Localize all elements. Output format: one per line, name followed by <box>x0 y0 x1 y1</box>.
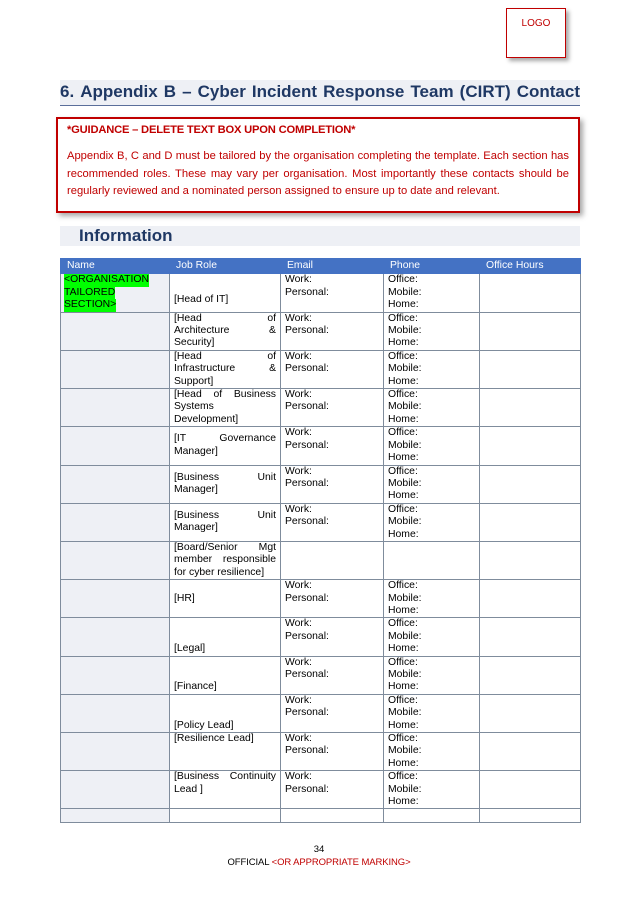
email-personal-label: Personal: <box>285 669 329 680</box>
cell-phone[interactable] <box>384 541 480 579</box>
email-work-label: Work: <box>285 694 312 706</box>
guidance-text-box[interactable] <box>56 117 580 213</box>
cell-job-role[interactable] <box>170 694 281 732</box>
cell-office-hours[interactable] <box>480 427 581 465</box>
heading-word: Appendix <box>80 82 158 101</box>
phone-mobile-label: Mobile: <box>388 477 422 489</box>
job-role-line: Systems <box>174 401 214 413</box>
email-work-label: Work: <box>285 771 312 783</box>
phone-home-label: Home: <box>388 719 419 731</box>
table-row <box>61 465 581 503</box>
cell-phone[interactable] <box>384 427 480 465</box>
job-role-line: member responsible <box>174 554 276 566</box>
heading-word: Team <box>410 82 454 101</box>
phone-office-label: Office: <box>388 389 418 401</box>
organisation-placeholder: <ORGANISATION <box>64 274 149 286</box>
phone-mobile-label: Mobile: <box>388 325 422 337</box>
cell-phone[interactable] <box>384 580 480 618</box>
job-role-line: [Head of <box>174 312 276 324</box>
cell-job-role[interactable] <box>170 389 281 427</box>
heading-word: 6. <box>60 82 75 101</box>
email-personal-label: Personal: <box>285 363 329 375</box>
cell-office-hours[interactable] <box>480 733 581 771</box>
cell-name[interactable] <box>61 350 170 388</box>
table-row <box>61 618 581 656</box>
phone-office-label: Office: <box>388 733 418 745</box>
job-role-line: Architecture & <box>174 325 276 337</box>
phone-office-label: Office: <box>388 503 418 515</box>
cell-email[interactable] <box>281 389 384 427</box>
email-work-label: Work: <box>285 656 312 668</box>
table-row <box>61 274 581 312</box>
cell-email[interactable] <box>281 618 384 656</box>
cell-job-role[interactable] <box>170 350 281 388</box>
cell-name[interactable] <box>61 427 170 465</box>
cell-name[interactable] <box>61 771 170 809</box>
cell-office-hours[interactable] <box>480 580 581 618</box>
cell-office-hours[interactable] <box>480 389 581 427</box>
cell-email[interactable] <box>281 274 384 312</box>
cell-name[interactable] <box>61 274 170 312</box>
job-role-line: Support] <box>174 375 214 387</box>
email-work-label: Work: <box>285 503 312 515</box>
phone-office-label: Office: <box>388 274 418 286</box>
job-role-line: [Resilience Lead] <box>174 733 254 745</box>
cell-email[interactable] <box>281 733 384 771</box>
email-personal-label: Personal: <box>285 286 329 298</box>
phone-mobile-label: Mobile: <box>388 286 422 298</box>
job-role-line: [Head of <box>174 350 276 362</box>
cell-email[interactable] <box>281 580 384 618</box>
cell-phone[interactable] <box>384 503 480 541</box>
cell-email[interactable] <box>281 541 384 579</box>
cell-phone[interactable] <box>384 733 480 771</box>
marking-suffix: <OR APPROPRIATE MARKING> <box>271 857 411 868</box>
email-personal-label: Personal: <box>285 630 329 642</box>
cell-name[interactable] <box>61 580 170 618</box>
phone-home-label: Home: <box>388 796 419 808</box>
phone-home-label: Home: <box>388 643 419 655</box>
table-row <box>61 503 581 541</box>
heading-word: Response <box>323 82 405 101</box>
cell-office-hours[interactable] <box>480 312 581 350</box>
phone-home-label: Home: <box>388 413 419 425</box>
cell-phone[interactable] <box>384 312 480 350</box>
phone-home-label: Home: <box>388 604 419 616</box>
guidance-text: Appendix B, C and D must be tailored by the organisation completing the template. Each section has recommended roles. These may vary per organisation. Most importantly these contacts should be regularly reviewed and a nominated person assigned to ensure up to date and relevant. <box>67 150 569 197</box>
phone-office-label: Office: <box>388 465 418 477</box>
job-role-line: [Finance] <box>174 681 217 693</box>
job-role-line: [HR] <box>174 592 195 604</box>
cell-job-role[interactable] <box>170 618 281 656</box>
cell-name[interactable] <box>61 465 170 503</box>
cell-phone[interactable] <box>384 694 480 732</box>
job-role-line: Lead ] <box>174 783 203 795</box>
phone-office-label: Office: <box>388 312 418 324</box>
cell-email[interactable] <box>281 771 384 809</box>
cell-email[interactable] <box>281 465 384 503</box>
heading-word: Cyber <box>197 82 246 101</box>
heading-word: Incident <box>251 82 318 101</box>
job-role-line: [Legal] <box>174 643 206 655</box>
cell-phone[interactable] <box>384 809 480 823</box>
cell-name[interactable] <box>61 389 170 427</box>
cell-job-role[interactable] <box>170 312 281 350</box>
email-personal-label: Personal: <box>285 745 329 757</box>
email-work-label: Work: <box>285 274 312 286</box>
email-personal-label: Personal: <box>285 439 329 451</box>
cell-email[interactable] <box>281 694 384 732</box>
table-header-row <box>61 259 581 274</box>
table-row <box>61 312 581 350</box>
cell-office-hours[interactable] <box>480 771 581 809</box>
organisation-placeholder: TAILORED <box>64 286 116 298</box>
phone-home-label: Home: <box>388 490 419 502</box>
email-personal-label: Personal: <box>285 707 329 719</box>
phone-mobile-label: Mobile: <box>388 439 422 451</box>
cell-job-role[interactable] <box>170 809 281 823</box>
cell-job-role[interactable] <box>170 427 281 465</box>
cell-office-hours[interactable] <box>480 350 581 388</box>
heading-word: (CIRT) <box>459 82 511 101</box>
job-role-line: [Board/Senior Mgt <box>174 541 276 553</box>
header-office-hours: Office Hours <box>480 259 581 274</box>
cell-office-hours[interactable] <box>480 465 581 503</box>
heading-word: B <box>163 82 177 101</box>
cell-job-role[interactable] <box>170 733 281 771</box>
cell-office-hours[interactable] <box>480 694 581 732</box>
cell-name[interactable] <box>61 656 170 694</box>
section-heading-continuation: Information <box>60 226 580 246</box>
cell-job-role[interactable] <box>170 541 281 579</box>
email-work-label: Work: <box>285 465 312 477</box>
cell-phone[interactable] <box>384 656 480 694</box>
phone-office-label: Office: <box>388 694 418 706</box>
table-row <box>61 389 581 427</box>
table-row <box>61 656 581 694</box>
phone-mobile-label: Mobile: <box>388 630 422 642</box>
job-role-line: [Business Unit <box>174 471 276 483</box>
table-row <box>61 733 581 771</box>
phone-home-label: Home: <box>388 528 419 540</box>
job-role-line: [Head of IT] <box>174 294 229 306</box>
cell-office-hours[interactable] <box>480 541 581 579</box>
phone-office-label: Office: <box>388 771 418 783</box>
email-work-label: Work: <box>285 580 312 592</box>
phone-mobile-label: Mobile: <box>388 592 422 604</box>
cell-name[interactable] <box>61 694 170 732</box>
cell-job-role[interactable] <box>170 503 281 541</box>
cell-name[interactable] <box>61 541 170 579</box>
cell-name[interactable] <box>61 618 170 656</box>
phone-office-label: Office: <box>388 427 418 439</box>
phone-mobile-label: Mobile: <box>388 669 422 680</box>
email-personal-label: Personal: <box>285 516 329 528</box>
table-row <box>61 809 581 823</box>
cell-email[interactable] <box>281 312 384 350</box>
email-work-label: Work: <box>285 389 312 401</box>
table-row <box>61 350 581 388</box>
table-row <box>61 694 581 732</box>
header-name: Name <box>61 259 170 274</box>
phone-mobile-label: Mobile: <box>388 363 422 375</box>
phone-home-label: Home: <box>388 375 419 387</box>
job-role-line: [Head of Business <box>174 389 276 401</box>
cell-email[interactable] <box>281 656 384 694</box>
heading-word: – <box>182 82 192 101</box>
header-phone: Phone <box>384 259 480 274</box>
table-row <box>61 427 581 465</box>
cell-office-hours[interactable] <box>480 274 581 312</box>
email-personal-label: Personal: <box>285 477 329 489</box>
guidance-title: *GUIDANCE – DELETE TEXT BOX UPON COMPLETION* <box>67 124 356 136</box>
cell-office-hours[interactable] <box>480 656 581 694</box>
cell-phone[interactable] <box>384 465 480 503</box>
phone-mobile-label: Mobile: <box>388 401 422 413</box>
cell-office-hours[interactable] <box>480 809 581 823</box>
phone-office-label: Office: <box>388 618 418 630</box>
job-role-line: Infrastructure & <box>174 363 276 375</box>
cell-office-hours[interactable] <box>480 503 581 541</box>
cirt-contact-table <box>60 258 581 823</box>
section-heading <box>60 80 580 106</box>
phone-mobile-label: Mobile: <box>388 745 422 757</box>
job-role-line: Manager] <box>174 445 218 457</box>
cell-name[interactable] <box>61 733 170 771</box>
email-personal-label: Personal: <box>285 783 329 795</box>
cell-job-role[interactable] <box>170 465 281 503</box>
cell-job-role[interactable] <box>170 656 281 694</box>
job-role-line: Development] <box>174 413 239 425</box>
job-role-line: Security] <box>174 337 215 349</box>
phone-office-label: Office: <box>388 350 418 362</box>
email-work-label: Work: <box>285 733 312 745</box>
cell-email[interactable] <box>281 350 384 388</box>
protective-marking <box>0 857 638 868</box>
job-role-line: for cyber resilience] <box>174 566 265 578</box>
email-personal-label: Personal: <box>285 401 329 413</box>
job-role-line: [Business Unit <box>174 509 276 521</box>
cell-phone[interactable] <box>384 274 480 312</box>
job-role-line: [Business Continuity <box>174 771 276 783</box>
organisation-placeholder: SECTION> <box>64 299 117 311</box>
cell-job-role[interactable] <box>170 274 281 312</box>
cell-name[interactable] <box>61 809 170 823</box>
email-work-label: Work: <box>285 427 312 439</box>
phone-home-label: Home: <box>388 299 419 311</box>
email-work-label: Work: <box>285 312 312 324</box>
table-row <box>61 771 581 809</box>
cell-phone[interactable] <box>384 771 480 809</box>
job-role-line: Manager] <box>174 522 218 534</box>
email-work-label: Work: <box>285 350 312 362</box>
page-number: 34 <box>313 844 325 855</box>
phone-office-label: Office: <box>388 580 418 592</box>
table-row <box>61 580 581 618</box>
job-role-line: Manager] <box>174 484 218 496</box>
phone-home-label: Home: <box>388 757 419 769</box>
cell-phone[interactable] <box>384 350 480 388</box>
heading-word: Contact <box>516 82 580 101</box>
header-job-role: Job Role <box>170 259 281 274</box>
cell-name[interactable] <box>61 312 170 350</box>
cell-email[interactable] <box>281 427 384 465</box>
phone-home-label: Home: <box>388 337 419 349</box>
cell-phone[interactable] <box>384 618 480 656</box>
cell-office-hours[interactable] <box>480 618 581 656</box>
cell-name[interactable] <box>61 503 170 541</box>
cell-job-role[interactable] <box>170 771 281 809</box>
marking-prefix: OFFICIAL <box>227 857 270 868</box>
phone-mobile-label: Mobile: <box>388 707 422 719</box>
logo-placeholder: LOGO <box>506 8 566 58</box>
cell-email[interactable] <box>281 503 384 541</box>
job-role-line: [IT Governance <box>174 433 276 445</box>
email-work-label: Work: <box>285 618 312 630</box>
table-row <box>61 541 581 579</box>
cell-job-role[interactable] <box>170 580 281 618</box>
email-personal-label: Personal: <box>285 592 329 604</box>
phone-office-label: Office: <box>388 656 418 668</box>
phone-home-label: Home: <box>388 681 419 693</box>
cell-email[interactable] <box>281 809 384 823</box>
phone-home-label: Home: <box>388 452 419 464</box>
cell-phone[interactable] <box>384 389 480 427</box>
email-personal-label: Personal: <box>285 325 329 337</box>
header-email: Email <box>281 259 384 274</box>
job-role-line: [Policy Lead] <box>174 719 234 731</box>
phone-mobile-label: Mobile: <box>388 516 422 528</box>
phone-mobile-label: Mobile: <box>388 783 422 795</box>
